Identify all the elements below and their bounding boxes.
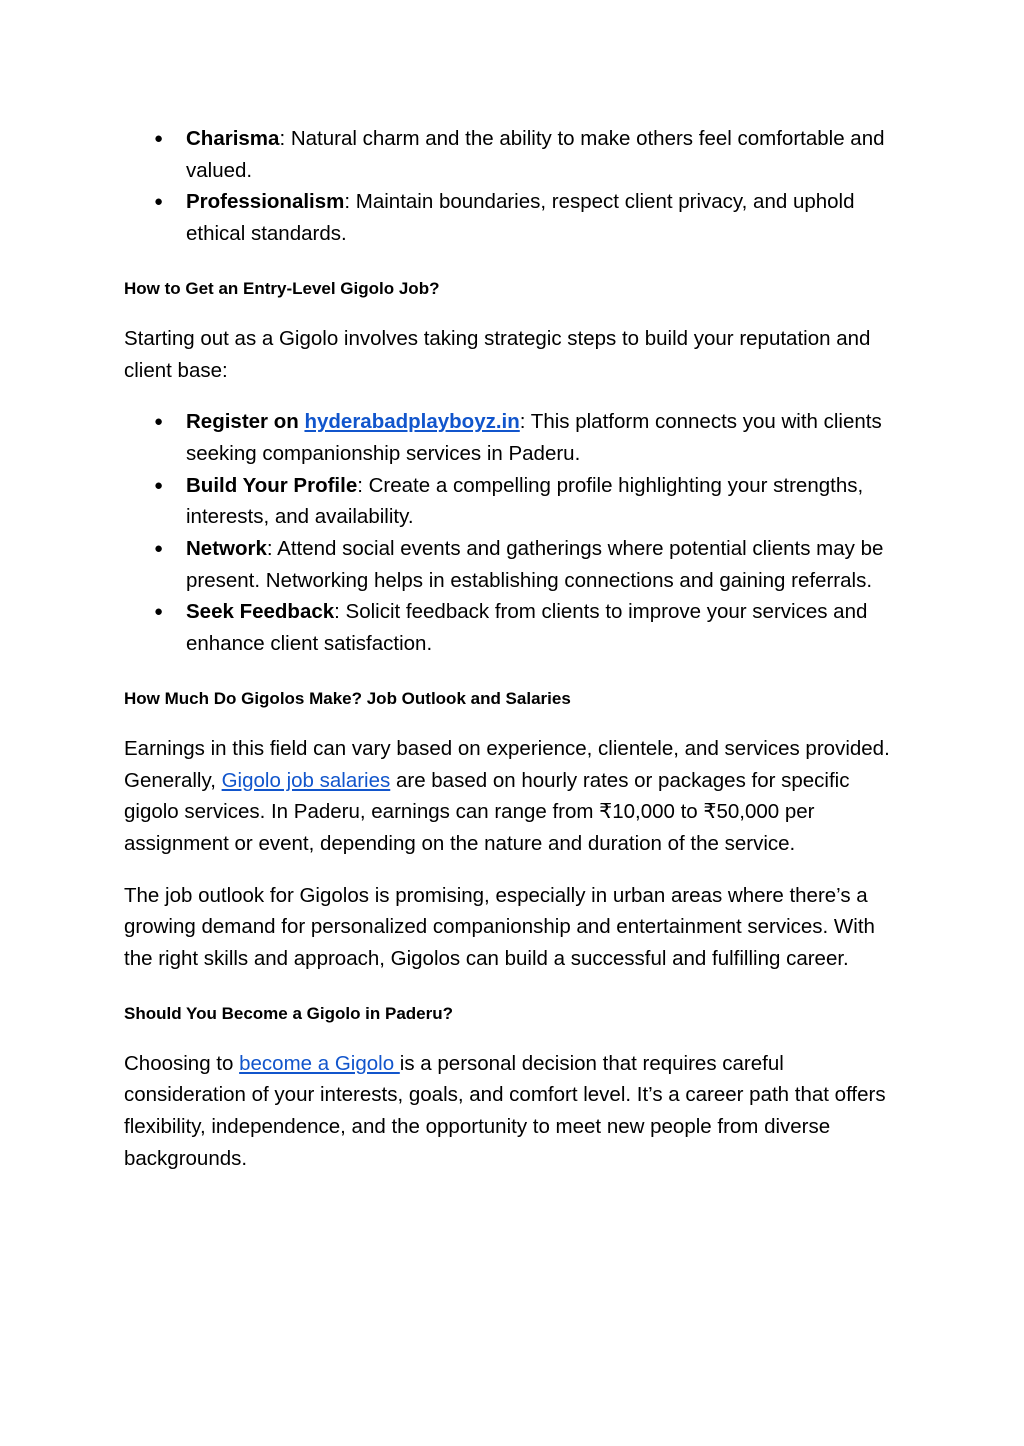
job-outlook-paragraph: The job outlook for Gigolos is promising, especially in urban areas where there’s a growing demand for personalized companionship and entertainment services. With the right skills and approach, Gigolos can build a successful and fulfilling career. <box>124 883 875 971</box>
paragraph-text: are based on hourly rates or packages for specific gigolo services. In Paderu, earnings can range from ₹10,000 to ₹50,000 per assignment or event, depending on the nature and duration of the service. <box>124 768 850 855</box>
bullet-icon: ● <box>154 603 164 621</box>
list-item-text: : This platform connects you with clients seeking companionship services in Paderu. <box>186 410 882 465</box>
section-intro-paragraph: Starting out as a Gigolo involves taking strategic steps to build your reputation and client base: <box>124 326 871 382</box>
list-item-term: Build Your Profile <box>186 473 358 497</box>
list-item-term: Charisma <box>186 127 280 150</box>
bullet-icon: ● <box>154 476 164 494</box>
list-item-build-profile <box>124 470 904 533</box>
list-item-network <box>124 533 904 596</box>
section-heading-entry-level: How to Get an Entry-Level Gigolo Job? <box>124 278 440 298</box>
document-content <box>124 123 904 1175</box>
become-a-gigolo-link[interactable]: become a Gigolo <box>239 1051 400 1075</box>
bullet-icon: ● <box>154 193 164 211</box>
salaries-paragraph <box>124 733 904 860</box>
bullet-icon: ● <box>154 413 164 431</box>
list-item-term: Network <box>186 537 267 561</box>
qualities-list <box>124 123 904 250</box>
list-item-text: : Attend social events and gatherings where potential clients may be present. Networking helps in establishing connections and gaining referrals. <box>186 537 884 592</box>
list-item-text: : Create a compelling profile highlighting your strengths, interests, and availability. <box>186 473 864 529</box>
section-heading-salaries: How Much Do Gigolos Make? Job Outlook and Salaries <box>124 688 571 708</box>
list-item-text: : Maintain boundaries, respect client privacy, and uphold ethical standards. <box>186 190 855 246</box>
gigolo-job-salaries-link[interactable]: Gigolo job salaries <box>221 768 391 792</box>
list-item-text: : Natural charm and the ability to make others feel comfortable and valued. <box>186 127 885 182</box>
list-item-term: Seek Feedback <box>186 600 335 624</box>
list-item-professionalism <box>124 186 904 249</box>
bullet-icon: ● <box>154 130 164 147</box>
list-item-seek-feedback <box>124 596 904 659</box>
decision-paragraph <box>124 1048 904 1175</box>
paragraph-text: Earnings in this field can vary based on experience, clientele, and services provided. Generally, <box>124 736 890 792</box>
list-item-text: : Solicit feedback from clients to improve your services and enhance client satisfaction. <box>186 600 868 656</box>
hyderabadplayboyz-link[interactable]: hyderabadplayboyz.in <box>304 410 520 434</box>
paragraph-text: Choosing to <box>124 1051 240 1075</box>
section-heading-should-you: Should You Become a Gigolo in Paderu? <box>124 1003 454 1023</box>
paragraph-text: is a personal decision that requires careful consideration of your interests, goals, and comfort level. It’s a career path that offers flexibility, independence, and the opportunity to meet new people from diverse backgrounds. <box>124 1051 886 1170</box>
list-item-register <box>124 406 904 469</box>
list-item-charisma <box>124 123 904 186</box>
list-item-term: Professionalism <box>186 190 345 214</box>
bullet-icon: ● <box>154 540 164 558</box>
steps-list <box>124 406 904 660</box>
list-item-term: Register on <box>186 410 305 434</box>
